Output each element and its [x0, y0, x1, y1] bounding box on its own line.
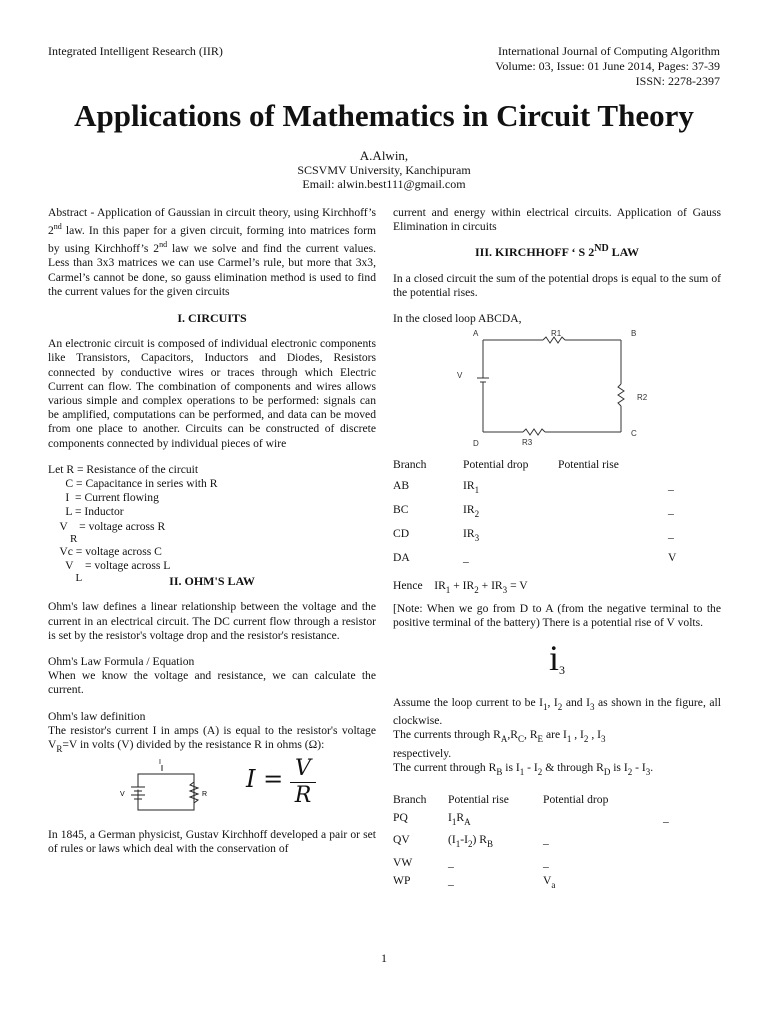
ohms-equation: I = — [246, 765, 284, 794]
ohms-figure-row — [48, 756, 376, 828]
node-D: D — [473, 439, 479, 449]
page-number: 1 — [381, 951, 387, 965]
variable-definitions: Let R = Resistance of the circuit C = Capacitance in series with R I = Current flowing L = Inductor V = voltage across R R Vc = voltage across C V = voltage across L L — [48, 462, 218, 585]
table-row-DA: DA — [393, 551, 410, 565]
fig-label-V: V — [120, 791, 125, 799]
closed-loop-label: In the closed loop ABCDA, — [393, 312, 522, 326]
left-column — [48, 206, 376, 857]
table-row-CD: CD — [393, 527, 410, 541]
table-row-VW: VW — [393, 855, 413, 869]
table-row-AB: AB — [393, 478, 410, 492]
simple-circuit-diagram — [116, 758, 226, 828]
closed-circuit-paragraph: In a closed circuit the sum of the potential drops is equal to the sum of the potential rises. — [393, 271, 721, 299]
table-row-BC: BC — [393, 502, 409, 516]
ohms-formula-heading: Ohm's Law Formula / Equation — [48, 655, 195, 668]
issn: ISSN: 2278-2397 — [635, 74, 720, 88]
author-block — [0, 149, 768, 191]
header-right — [495, 44, 720, 89]
section-heading-ohms-law: II. OHM'S LAW — [169, 574, 255, 589]
respectively-text: respectively. — [393, 746, 452, 760]
ohms-definition-paragraph: The resistor's current I in amps (A) is equal to the resistor's voltage $V_R=V$ in volts (V) divided by the resistance R in ohms (Ω): — [48, 723, 376, 755]
branch-table-1: Branch Potential drop Potential rise AB $IR_1$ _ BC $IR_2$ _ CD $IR_3$ _ DA _ V — [393, 458, 677, 565]
hence-equation: Hence $IR_1 + IR_2 + IR_3 = V$ — [393, 579, 528, 596]
table-row-PQ: PQ — [393, 811, 408, 825]
circuits-paragraph: An electronic circuit is composed of individual electronic components like Transistors, Capacitors, Inductors and Diodes, Resistors connected by conductive wires or traces through which Electric Current can flow. The combination of components and wires allows various simple and complex operations to be performed: signals can be amplified, computations can be performed, and data can be moved from one place to another. Circuits can be constructed of discrete components connected by individual pieces of wire — [48, 337, 376, 450]
header-left: Integrated Intelligent Research (IIR) — [48, 44, 223, 58]
abstract: Abstract - Application of Gaussian in circuit theory, using Kirchhoff’s 2nd law. In this paper for a given circuit, forming into matrices form by using Kirchhoff’s 2nd law we solve and find the current values. Less than 3x3 matrices we can use Carmel’s rule, but more that 3x3, Carmel’s cannot be done, so gauss elimination method is used to find the current values for the given circuits — [48, 206, 376, 298]
right-column — [393, 206, 721, 892]
note-paragraph: [Note: When we go from D to A (from the negative terminal to the positive terminal of the battery) There is a potential rise of V volts. — [393, 601, 721, 629]
author-email: Email: alwin.best111@gmail.com — [302, 177, 466, 191]
journal-name: International Journal of Computing Algorithm — [498, 44, 720, 58]
node-C: C — [631, 429, 637, 439]
assume-paragraph: Assume the loop current to be $I_1$, $I_2$ and $I_3$ as shown in the figure, all clockwise. — [393, 696, 721, 728]
fig-label-I: I — [159, 759, 161, 767]
kirchhoff-intro-paragraph: In 1845, a German physicist, Gustav Kirchhoff developed a pair or set of rules or laws which deal with the conservation of — [48, 828, 376, 856]
table-row-QV: QV — [393, 833, 410, 847]
ohms-definition-heading: Ohm's law definition — [48, 709, 146, 723]
fig-label-R: R — [202, 791, 208, 799]
ohms-law-paragraph: Ohm's law defines a linear relationship between the voltage and the current in an electrical circuit. The DC current flow through a resistor is set by the resistor's voltage drop and the resistor's resistance. — [48, 600, 376, 642]
node-B: B — [631, 329, 637, 339]
section-heading-circuits: I. CIRCUITS — [177, 310, 247, 325]
node-A: A — [473, 329, 479, 339]
resistor-label-R3: R3 — [522, 438, 533, 448]
resistor-label-R1: R1 — [551, 329, 562, 339]
continuation-paragraph: current and energy within electrical circuits. Application of Gauss Elimination in circuits — [393, 206, 721, 234]
loop-circuit-diagram — [393, 326, 721, 454]
table-row-WP: WP — [393, 873, 411, 887]
through-paragraph: The current through $R_B$ is $I_1 - I_2$ & through $R_D$ is $I_2 - I_3$. — [393, 760, 654, 777]
section-heading-kirchhoff: III. KIRCHHOFF ‘ S 2ND LAW — [474, 243, 640, 260]
ohms-formula-paragraph: When we know the voltage and resistance, we can calculate the current. — [48, 669, 376, 697]
ohms-equation-fraction: V R — [290, 756, 316, 809]
resistor-label-R2: R2 — [637, 393, 648, 403]
source-label-V: V — [457, 371, 463, 381]
author-affiliation: SCSVMV University, Kanchipuram — [297, 163, 471, 177]
volume-info: Volume: 03, Issue: 01 June 2014, Pages: 37-39 — [495, 59, 720, 73]
author-name: A.Alwin, — [359, 148, 409, 163]
large-i3-symbol: $i_3$ — [548, 638, 565, 679]
branch-table-2: Branch Potential rise Potential drop PQ $I_1R_A$ _ QV $(I_1-I_2)$ $R_B$ _ VW _ _ WP _ $V_a$ — [393, 793, 721, 892]
paper-title: Applications of Mathematics in Circuit Theory — [74, 98, 694, 133]
currents-paragraph: The currents through $R_A,R_C$, $R_E$ are $I_1$ , $I_2$ , $I_3$ — [393, 728, 606, 745]
